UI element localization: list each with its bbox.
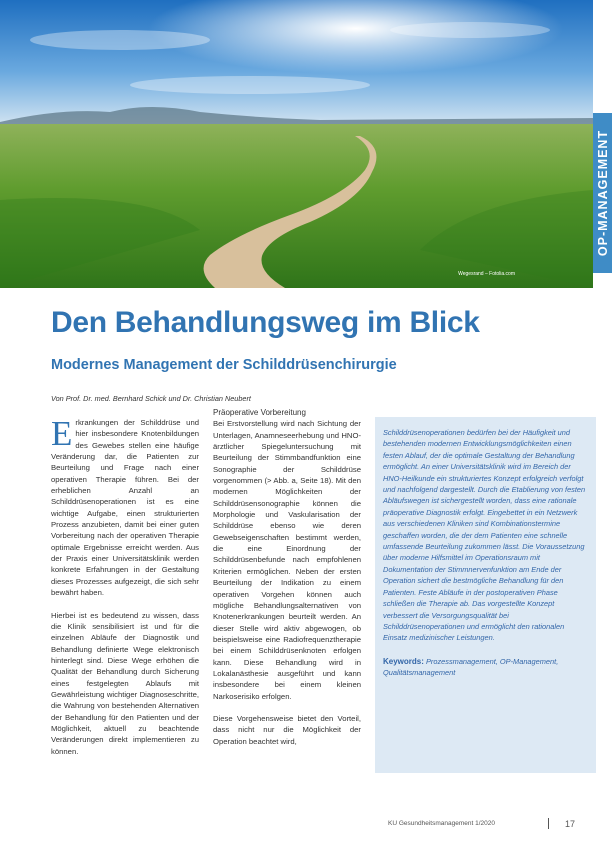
- section-tab: [593, 113, 612, 273]
- keywords: [383, 656, 588, 679]
- section-tab-label: OP-MANAGEMENT: [595, 129, 610, 257]
- footer-divider: [548, 818, 549, 829]
- keywords-label: Keywords:: [383, 656, 424, 666]
- landscape-illustration: [0, 0, 593, 288]
- journal-footer: KU Gesundheitsmanagement 1/2020: [388, 820, 495, 827]
- paragraph-text: rkrankungen der Schilddrüse und hier insbesondere Knotenbildungen des Gewebes stellen eine häufige Veränderung dar, die Patienten zur Beurteilung und Frage nach einer operativen Therapie führen. Bei der erheblichen Anzahl an Schilddrüsenoperationen ist es eine wichtige Aufgabe, einen strukturierten Prozess anzubieten, damit bei einer guten Vorbereitung nach der operativen Therapie optimale Ergebnisse erreicht werden. Aus der Praxis einer Universitätsklinik werden konkrete Erfahrungen in der Gestaltung dieses Prozesses aufgezeigt, die sich sehr bewährt haben.: [51, 418, 199, 598]
- section-heading: Präoperative Vorbereitung: [213, 408, 306, 417]
- paragraph: Diese Vorgehensweise bietet den Vorteil, dass nicht nur die Möglichkeit der Operation beachtet wird,: [213, 713, 361, 746]
- body-column-1: [51, 414, 199, 757]
- article-title: Den Behandlungsweg im Blick: [51, 306, 480, 339]
- paragraph: Bei Erstvorstellung wird nach Sichtung der Unterlagen, Anamneseerhebung und HNO-ärztlicher Spiegeluntersuchung mit Beurteilung der Stimmbandfunktion eine Sonographie der Schilddrüse vorgenommen (> Abb. a, Seite 18). Mit den modernen Möglichkeiten der Schilddrüsensonographie können die Morphologie und Vaskularisation der Schilddrüse ebenso wie deren Gewebseigenschaften bestimmt werden, die eine Einordnung der Schilddrüsenbefunde nach empfohlenen Kriterien ermöglichen. Neben der ersten Beurteilung der Indikation zu einem operativen Vorgehen können auch mögliche Behandlungsalternativen von Knotenerkrankungen beurteilt werden. An dieser Stelle wird aktiv abgewogen, ob beispielsweise eine Radiofrequenztherapie bei einem Schilddrüsenknoten erfolgen kann. Diese Behandlung wird in Lokalanästhesie ausgeführt und kann insbesondere bei einem kleinen Narkoserisiko erfolgen.: [213, 419, 361, 701]
- hero-image: [0, 0, 593, 288]
- body-column-2: [213, 407, 361, 747]
- paragraph: Hierbei ist es bedeutend zu wissen, dass die Klinik sensibilisiert ist und für die einzelnen Abläufe der Diagnostik und Behandlung definierte Wege elektronisch hinterlegt sind. Diese Wege erhöhen die Qualität der Behandlung durch Sicherung eines festgelegten Ablaufs mit Gewährleistung wichtiger Diagnoseschritte, die Wahrung von bestehenden Alternativen der Behandlung für den Patienten und der Möglichkeit, aktuell zu beachtende Veränderungen direkt implementieren zu können.: [51, 610, 199, 756]
- abstract-box: [375, 417, 596, 773]
- article-subtitle: Modernes Management der Schilddrüsenchirurgie: [51, 357, 397, 373]
- page-number: 17: [565, 819, 576, 829]
- drop-cap: E: [51, 414, 73, 453]
- article-authors: Von Prof. Dr. med. Bernhard Schick und Dr. Christian Neubert: [51, 394, 251, 403]
- intro-paragraph: [51, 414, 199, 599]
- abstract-text: Schilddrüsenoperationen bedürfen bei der Häufigkeit und bestehenden modernen Entwicklungsmöglichkeiten einen festen Ablauf, der die optimale Gestaltung der Behandlung ermöglicht. An einer Universitätsklinik wird im Bereich der HNO-Heilkunde ein strukturiertes Konzept erfolgreich verfolgt und nachfolgend dargestellt. Durch die Etablierung von festen Abläufswegen ist sichergestellt worden, dass eine rationale präoperative Diagnostik erfolgt. Eingebettet in ein Netzwerk aus verschiedenen Kliniken sind Kombinationstermine geschaffen worden, die der dem Patienten eine schnelle umfassende Beurteilung zukommen lässt. Die Voraussetzung über moderne Hilfsmittel im Operationsraum mit Dokumentation der Stimmnervenfunktion am Ende der Operation sichert die bestmögliche Behandlung für den Patienten. Feste Abläufe in der postoperativen Phase schließen die Therapie ab. Das vorgestellte Konzept verbessert die Versorgungsqualität bei Schilddrüsenoperationen und ermöglicht den rationalen Einsatz medizinischer Leistungen.: [383, 428, 586, 643]
- photo-credit: Wegesrand – Fotolia.com: [458, 271, 515, 277]
- keywords-text: Prozessmanagement, OP-Management, Qualitätsmanagement: [383, 656, 559, 678]
